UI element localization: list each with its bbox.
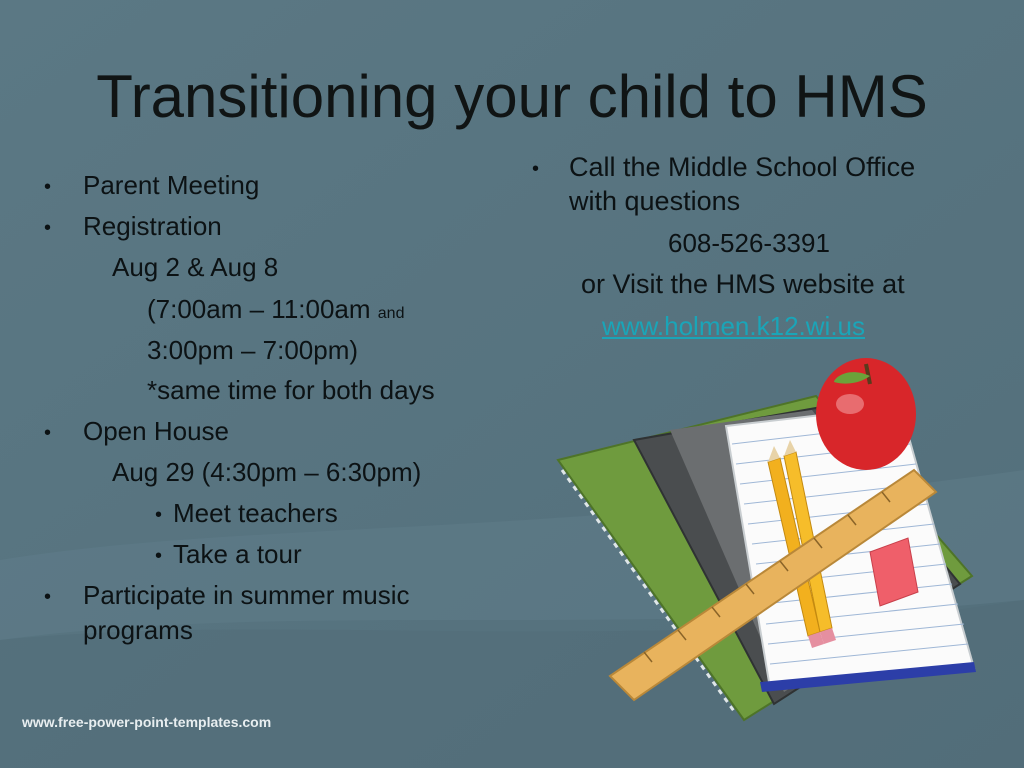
open-house-date: Aug 29 (4:30pm – 6:30pm)	[112, 457, 422, 487]
phone-number: 608-526-3391	[668, 228, 830, 258]
registration-time-morning	[147, 294, 404, 329]
bullet-marker: •	[44, 586, 52, 608]
call-office-line1: Call the Middle School Office	[569, 152, 916, 182]
summer-music-item-line2: programs	[83, 615, 193, 645]
registration-note: *same time for both days	[147, 375, 435, 405]
meet-teachers-item: Meet teachers	[173, 498, 338, 528]
slide-title: Transitioning your child to HMS	[96, 63, 928, 130]
open-house-item: Open House	[83, 416, 229, 446]
take-tour-item: Take a tour	[173, 539, 302, 569]
bullet-marker: •	[532, 158, 540, 180]
bullet-marker: •	[44, 217, 52, 239]
parent-meeting-item: Parent Meeting	[83, 170, 260, 200]
school-supplies-icon	[548, 352, 984, 732]
registration-time-evening: 3:00pm – 7:00pm)	[147, 335, 359, 365]
website-link[interactable]: www.holmen.k12.wi.us	[602, 311, 865, 341]
bullet-marker: •	[155, 545, 163, 567]
registration-time-morning-text: (7:00am – 11:00am	[147, 294, 371, 324]
footer-template-url: www.free-power-point-templates.com	[22, 714, 272, 730]
registration-time-and: and	[377, 305, 405, 322]
visit-website-text: or Visit the HMS website at	[581, 269, 905, 299]
call-office-line2: with questions	[569, 186, 741, 216]
registration-item: Registration	[83, 211, 222, 241]
bullet-marker: •	[155, 504, 163, 526]
bullet-marker: •	[44, 176, 52, 198]
registration-dates: Aug 2 & Aug 8	[112, 252, 279, 282]
bullet-marker: •	[44, 422, 52, 444]
summer-music-item-line1: Participate in summer music	[83, 580, 410, 610]
